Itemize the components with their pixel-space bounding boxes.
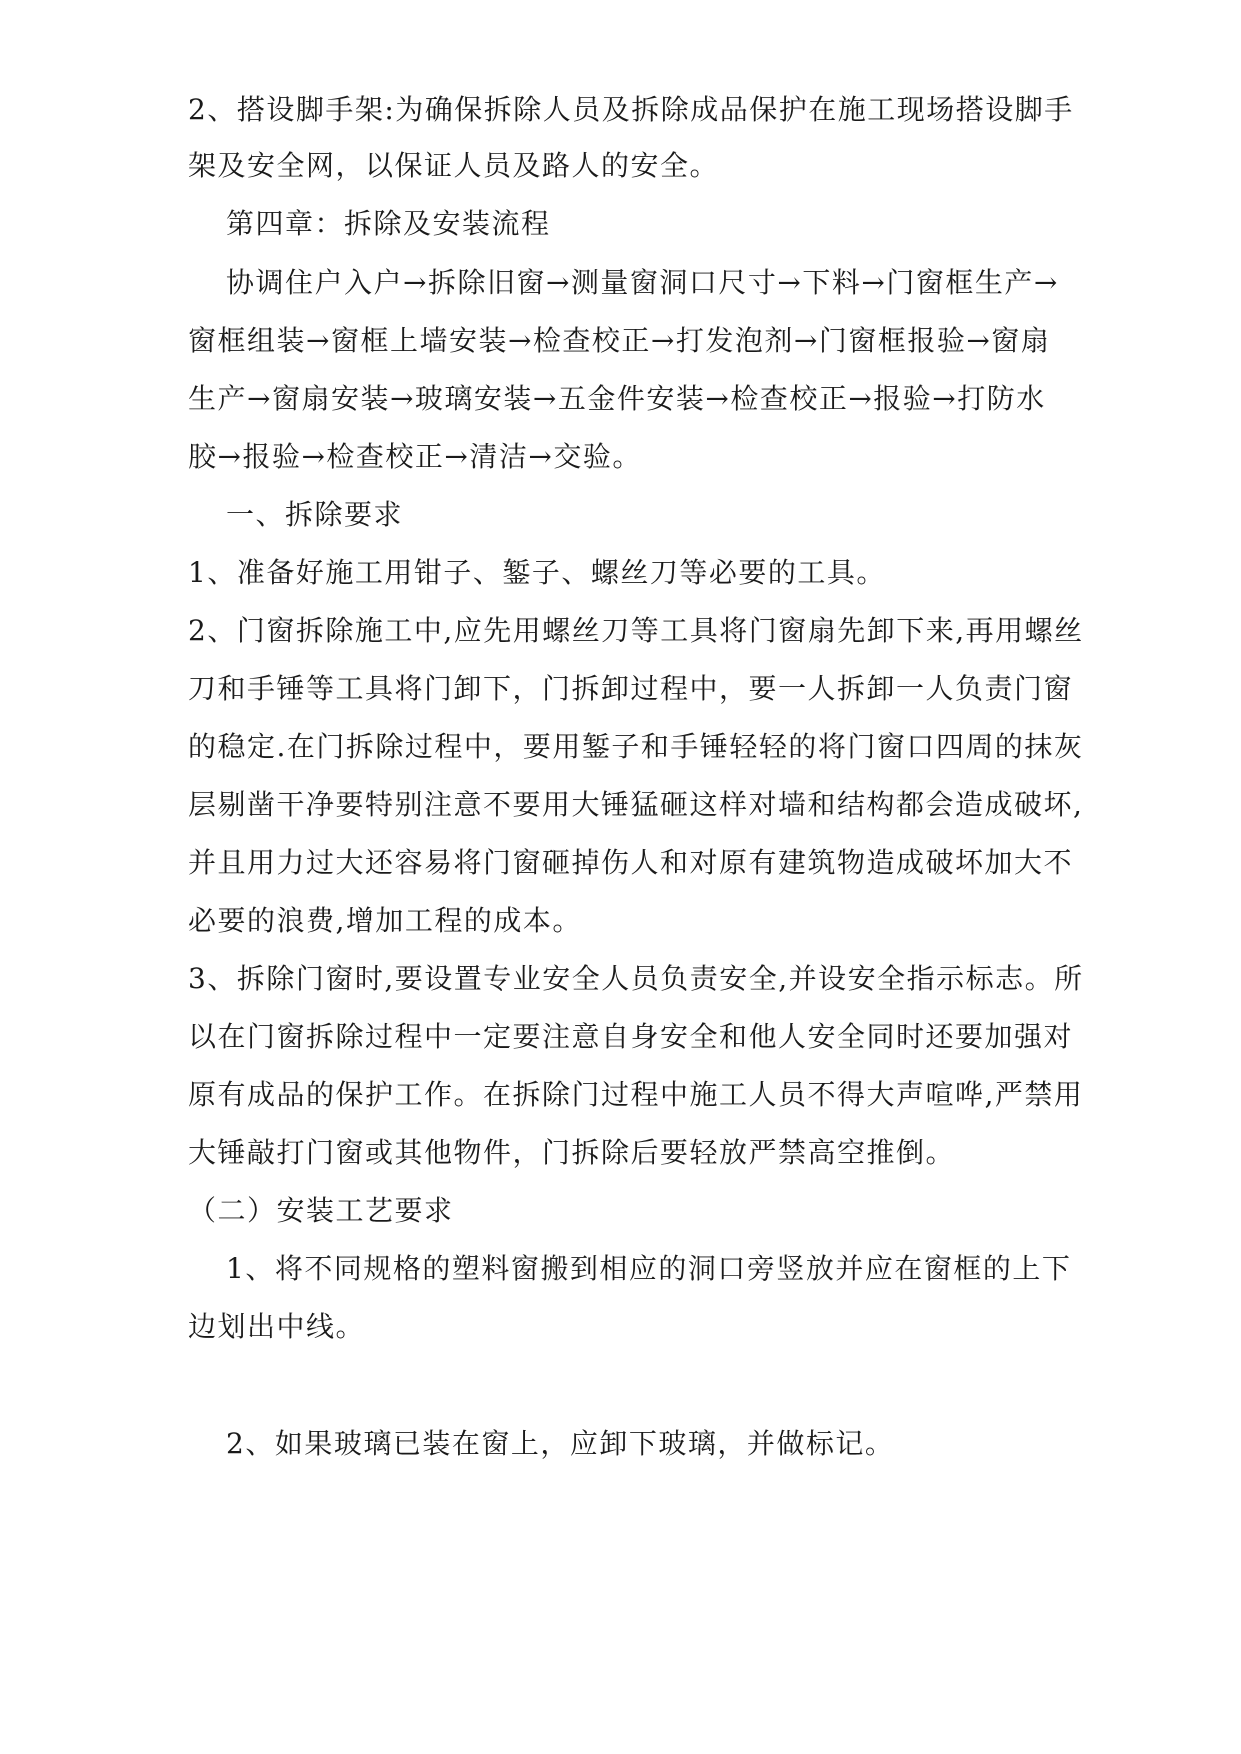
chapter-heading: 第四章：拆除及安装流程 (226, 207, 551, 240)
text-line: 的稳定.在门拆除过程中，要用錾子和手锤轻轻的将门窗口四周的抹灰 (188, 730, 1084, 763)
text-line: 以在门窗拆除过程中一定要注意自身安全和他人安全同时还要加强对 (188, 1020, 1074, 1053)
text-line: 2、搭设脚手架:为确保拆除人员及拆除成品保护在施工现场搭设脚手 (188, 93, 1074, 126)
text-line: 架及安全网，以保证人员及路人的安全。 (188, 149, 720, 182)
text-line: 2、门窗拆除施工中,应先用螺丝刀等工具将门窗扇先卸下来,再用螺丝 (188, 614, 1084, 647)
section-heading: （二）安装工艺要求 (188, 1194, 454, 1227)
text-line: 窗框组装→窗框上墙安装→检查校正→打发泡剂→门窗框报验→窗扇 (188, 324, 1051, 357)
text-line: 层剔凿干净要特别注意不要用大锤猛砸这样对墙和结构都会造成破坏, (188, 788, 1084, 821)
text-line: 大锤敲打门窗或其他物件，门拆除后要轻放严禁高空推倒。 (188, 1136, 956, 1169)
text-line: 生产→窗扇安装→玻璃安装→五金件安装→检查校正→报验→打防水 (188, 382, 1046, 415)
text-line: 1、将不同规格的塑料窗搬到相应的洞口旁竖放并应在窗框的上下 (226, 1252, 1072, 1285)
text-line: 边划出中线。 (188, 1310, 366, 1343)
text-line: 协调住户入户→拆除旧窗→测量窗洞口尺寸→下料→门窗框生产→ (226, 266, 1059, 299)
text-line: 刀和手锤等工具将门卸下，门拆卸过程中，要一人拆卸一人负责门窗 (188, 672, 1074, 705)
text-line: 原有成品的保护工作。在拆除门过程中施工人员不得大声喧哗,严禁用 (188, 1078, 1084, 1111)
text-line: 2、如果玻璃已装在窗上，应卸下玻璃，并做标记。 (226, 1427, 895, 1460)
text-line: 1、准备好施工用钳子、錾子、螺丝刀等必要的工具。 (188, 556, 886, 589)
text-line: 并且用力过大还容易将门窗砸掉伤人和对原有建筑物造成破坏加大不 (188, 846, 1074, 879)
text-line: 必要的浪费,增加工程的成本。 (188, 904, 582, 937)
text-line: 3、拆除门窗时,要设置专业安全人员负责安全,并设安全指示标志。所 (188, 962, 1084, 995)
section-heading: 一、拆除要求 (226, 498, 404, 531)
text-line: 胶→报验→检查校正→清洁→交验。 (188, 440, 642, 473)
